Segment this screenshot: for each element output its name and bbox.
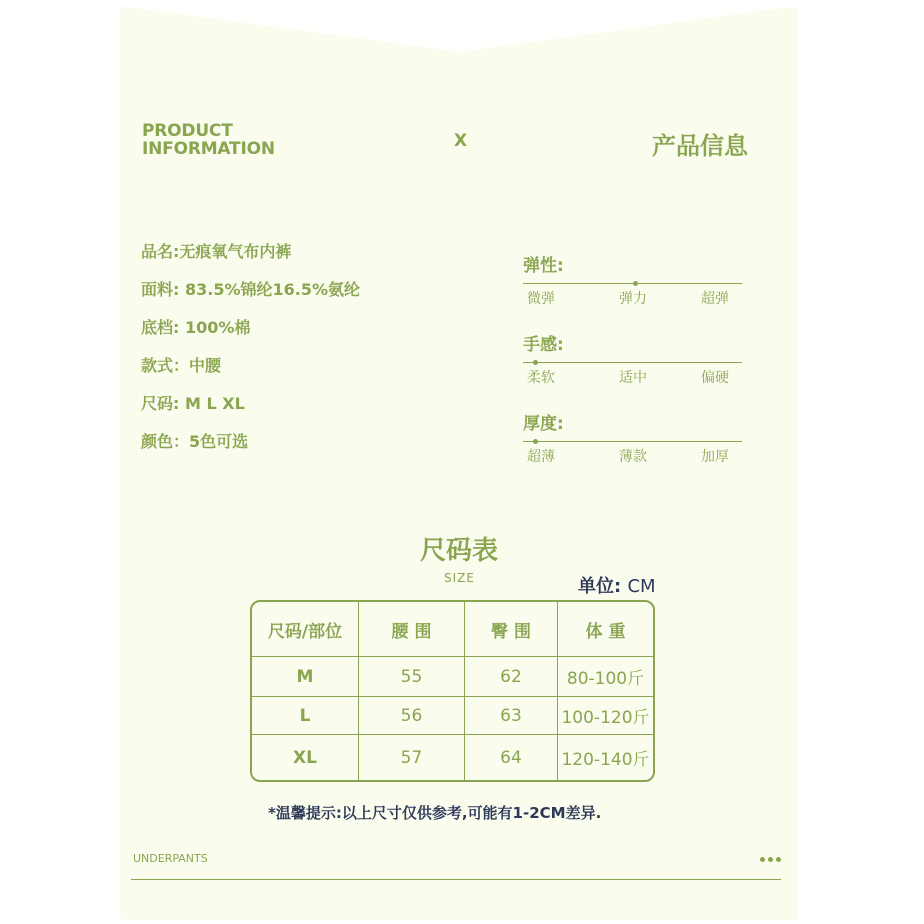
info-crotch: 底档: 100%棉 bbox=[141, 318, 251, 337]
header-hip: 臀 围 bbox=[465, 602, 558, 657]
info-colors: 颜色：5色可选 bbox=[141, 432, 249, 451]
thickness-scale bbox=[523, 412, 743, 465]
table-row bbox=[252, 735, 653, 780]
scale-tick: 适中 bbox=[619, 370, 647, 386]
unit-value: CM bbox=[627, 576, 656, 597]
title-en bbox=[142, 122, 275, 158]
scale-tick: 超弹 bbox=[701, 291, 729, 307]
cell-waist: 56 bbox=[359, 697, 465, 735]
scale-label: 弹性: bbox=[523, 256, 564, 276]
size-chart-title: 尺码表 bbox=[420, 536, 499, 566]
title-en-line1: PRODUCT bbox=[142, 121, 233, 141]
info-name: 品名:无痕氧气布内裤 bbox=[141, 242, 292, 261]
title-separator: X bbox=[454, 131, 468, 151]
info-fabric: 面料: 83.5%锦纶16.5%氨纶 bbox=[141, 280, 360, 299]
cell-size: XL bbox=[252, 735, 359, 780]
cell-size: L bbox=[252, 697, 359, 735]
scale-marker bbox=[533, 439, 538, 444]
handfeel-scale bbox=[523, 333, 743, 386]
title-en-line2: INFORMATION bbox=[142, 139, 275, 159]
scale-label: 手感: bbox=[523, 335, 564, 355]
scale-marker bbox=[633, 281, 638, 286]
table-row bbox=[252, 657, 653, 697]
scale-tick: 薄款 bbox=[619, 449, 647, 465]
cell-size: M bbox=[252, 657, 359, 697]
info-style: 款式：中腰 bbox=[141, 356, 222, 375]
scale-line bbox=[523, 441, 742, 442]
elasticity-scale bbox=[523, 254, 743, 307]
scale-tick: 偏硬 bbox=[701, 370, 729, 386]
unit-label bbox=[578, 572, 656, 598]
product-info-list bbox=[141, 240, 360, 468]
cell-hip: 62 bbox=[465, 657, 558, 697]
cell-hip: 64 bbox=[465, 735, 558, 780]
scale-line bbox=[523, 362, 742, 363]
scale-tick: 弹力 bbox=[619, 291, 647, 307]
header-waist: 腰 围 bbox=[359, 602, 465, 657]
cell-weight: 80-100斤 bbox=[558, 657, 653, 697]
title-cn: 产品信息 bbox=[652, 132, 748, 160]
cell-weight: 120-140斤 bbox=[561, 750, 650, 770]
scale-tick: 柔软 bbox=[527, 370, 555, 386]
cell-hip: 63 bbox=[465, 697, 558, 735]
cell-waist: 55 bbox=[359, 657, 465, 697]
footer-divider bbox=[131, 879, 781, 880]
scale-tick: 加厚 bbox=[701, 449, 729, 465]
table-header-row bbox=[252, 602, 653, 657]
table-row bbox=[252, 697, 653, 735]
more-dots-icon bbox=[760, 852, 784, 865]
size-note: *温馨提示:以上尺寸仅供参考,可能有1-2CM差异. bbox=[268, 804, 602, 822]
scale-tick: 超薄 bbox=[527, 449, 555, 465]
header-size: 尺码/部位 bbox=[252, 602, 359, 657]
scale-marker bbox=[533, 360, 538, 365]
cell-waist: 57 bbox=[359, 735, 465, 780]
footer-label: UNDERPANTS bbox=[133, 852, 208, 865]
cell-weight: 100-120斤 bbox=[558, 697, 653, 735]
info-sizes: 尺码: M L XL bbox=[141, 394, 245, 413]
scale-label: 厚度: bbox=[523, 414, 564, 434]
unit-text: 单位: bbox=[578, 576, 622, 597]
size-chart-subtitle: SIZE bbox=[444, 571, 475, 585]
scale-tick: 微弹 bbox=[527, 291, 555, 307]
size-table bbox=[250, 600, 655, 782]
header-weight: 体 重 bbox=[558, 602, 653, 657]
